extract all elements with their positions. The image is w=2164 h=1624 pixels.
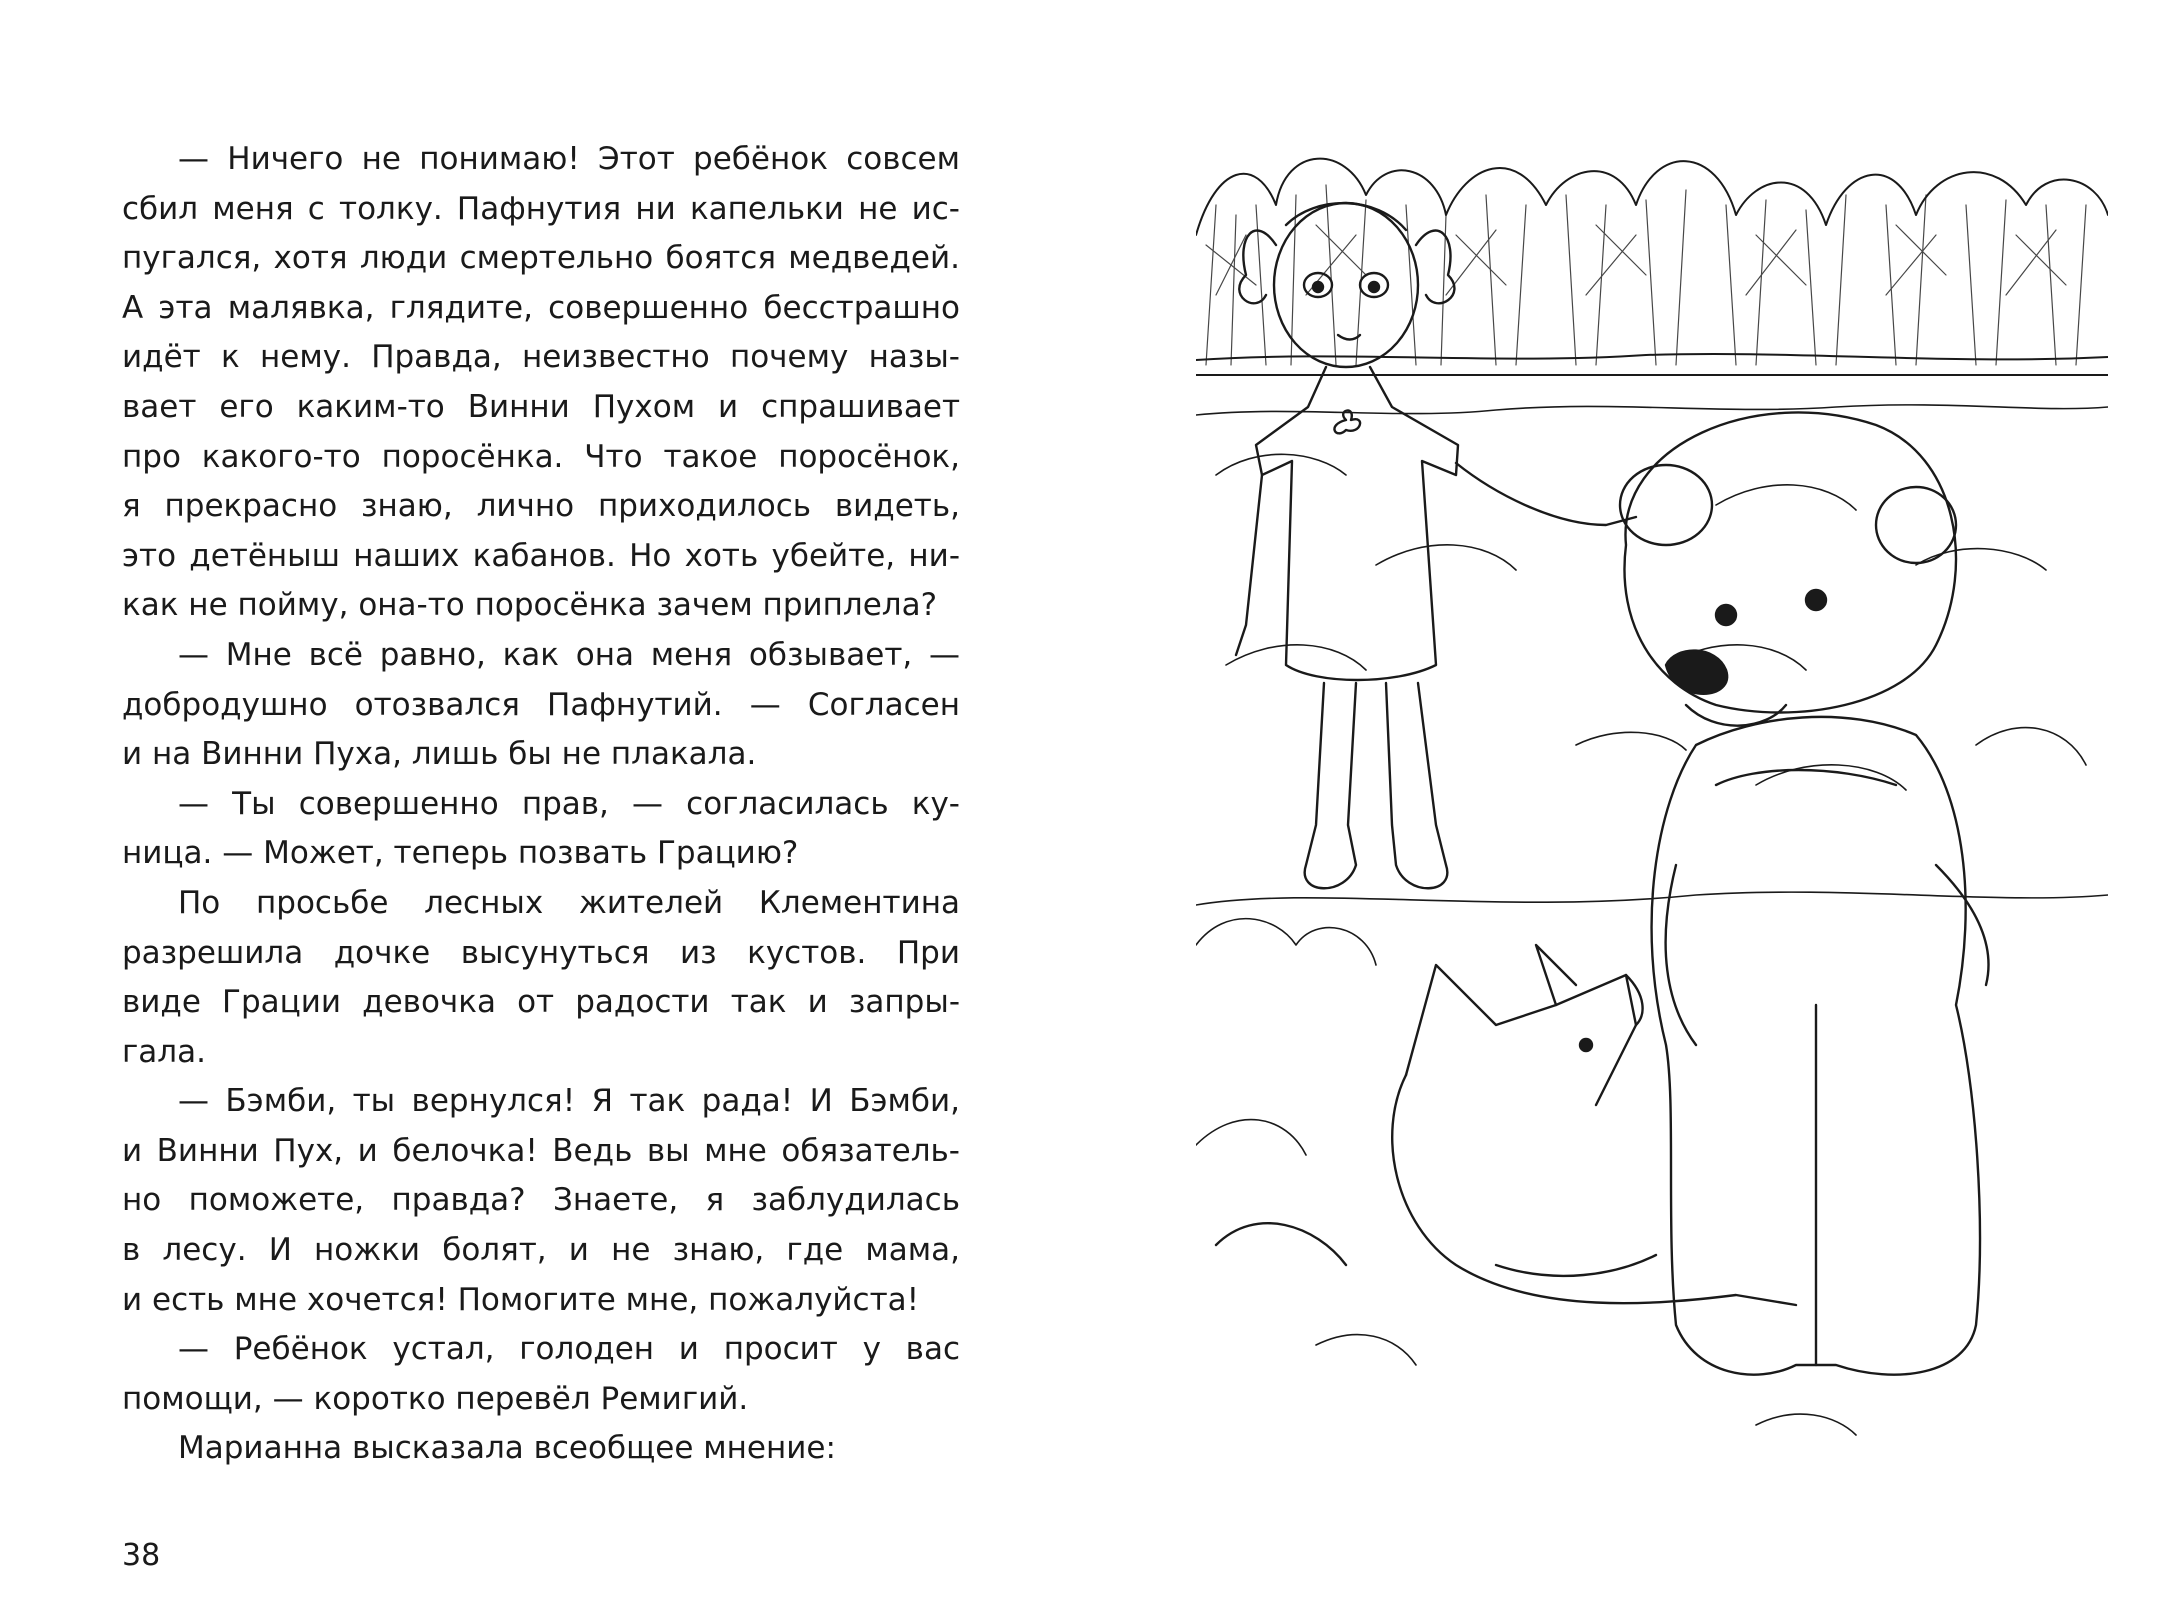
tree-line [1196,159,2108,375]
meadow-grass [1196,405,2108,905]
text-line: помощи, — коротко перевёл Ремигий. [122,1380,749,1417]
body-text [122,135,960,1474]
text-line: как не пойму, она-то поросёнка зачем приплела? [122,587,938,624]
text-line: я прекрасно знаю, лично приходилось видеть, [122,488,960,525]
text-line: про какого-то поросёнка. Что такое поросёнок, [122,438,960,475]
text-line: По просьбе лесных жителей Клементина [178,884,960,921]
fox-figure [1216,945,1796,1305]
text-line: добродушно отозвался Пафнутий. — Согласен [122,686,960,723]
text-line: — Мне всё равно, как она меня обзывает, — [178,636,960,673]
text-line: пугался, хотя люди смертельно боятся медведей. [122,240,960,277]
text-line: разрешила дочке высунуться из кустов. При [122,934,960,971]
text-line: сбил меня с толку. Пафнутия ни капельки не ис- [122,190,960,227]
text-line: Марианна высказала всеобщее мнение: [178,1430,836,1467]
text-line: но поможете, правда? Знаете, я заблудилась [122,1182,960,1219]
text-line: — Ничего не понимаю! Этот ребёнок совсем [178,141,960,177]
text-line: А эта малявка, глядите, совершенно бесстрашно [122,289,960,326]
text-line: это детёныш наших кабанов. Но хоть убейте, ни- [122,537,960,574]
text-line: ница. — Может, теперь позвать Грацию? [122,835,799,872]
text-line: и Винни Пух, и белочка! Ведь вы мне обязатель- [122,1132,960,1169]
illustration-girl-bear-fox [1196,145,2108,1460]
text-line: в лесу. И ножки болят, и не знаю, где мама, [122,1232,960,1269]
text-line: идёт к нему. Правда, неизвестно почему назы- [122,339,960,376]
text-line: — Ребёнок устал, голоден и просит у вас [178,1331,960,1368]
text-line: гала. [122,1033,206,1070]
text-line: и на Винни Пуха, лишь бы не плакала. [122,736,757,773]
foreground-bushes [1196,728,2086,1435]
text-line: виде Грации девочка от радости так и запры- [122,984,960,1021]
text-line: — Ты совершенно прав, — согласилась ку- [178,785,960,822]
text-line: — Бэмби, ты вернулся! Я так рада! И Бэмби, [178,1083,960,1120]
page-number: 38 [122,1538,161,1573]
text-line: и есть мне хочется! Помогите мне, пожалуйста! [122,1281,920,1318]
text-line: вает его каким-то Винни Пухом и спрашивает [122,388,960,425]
